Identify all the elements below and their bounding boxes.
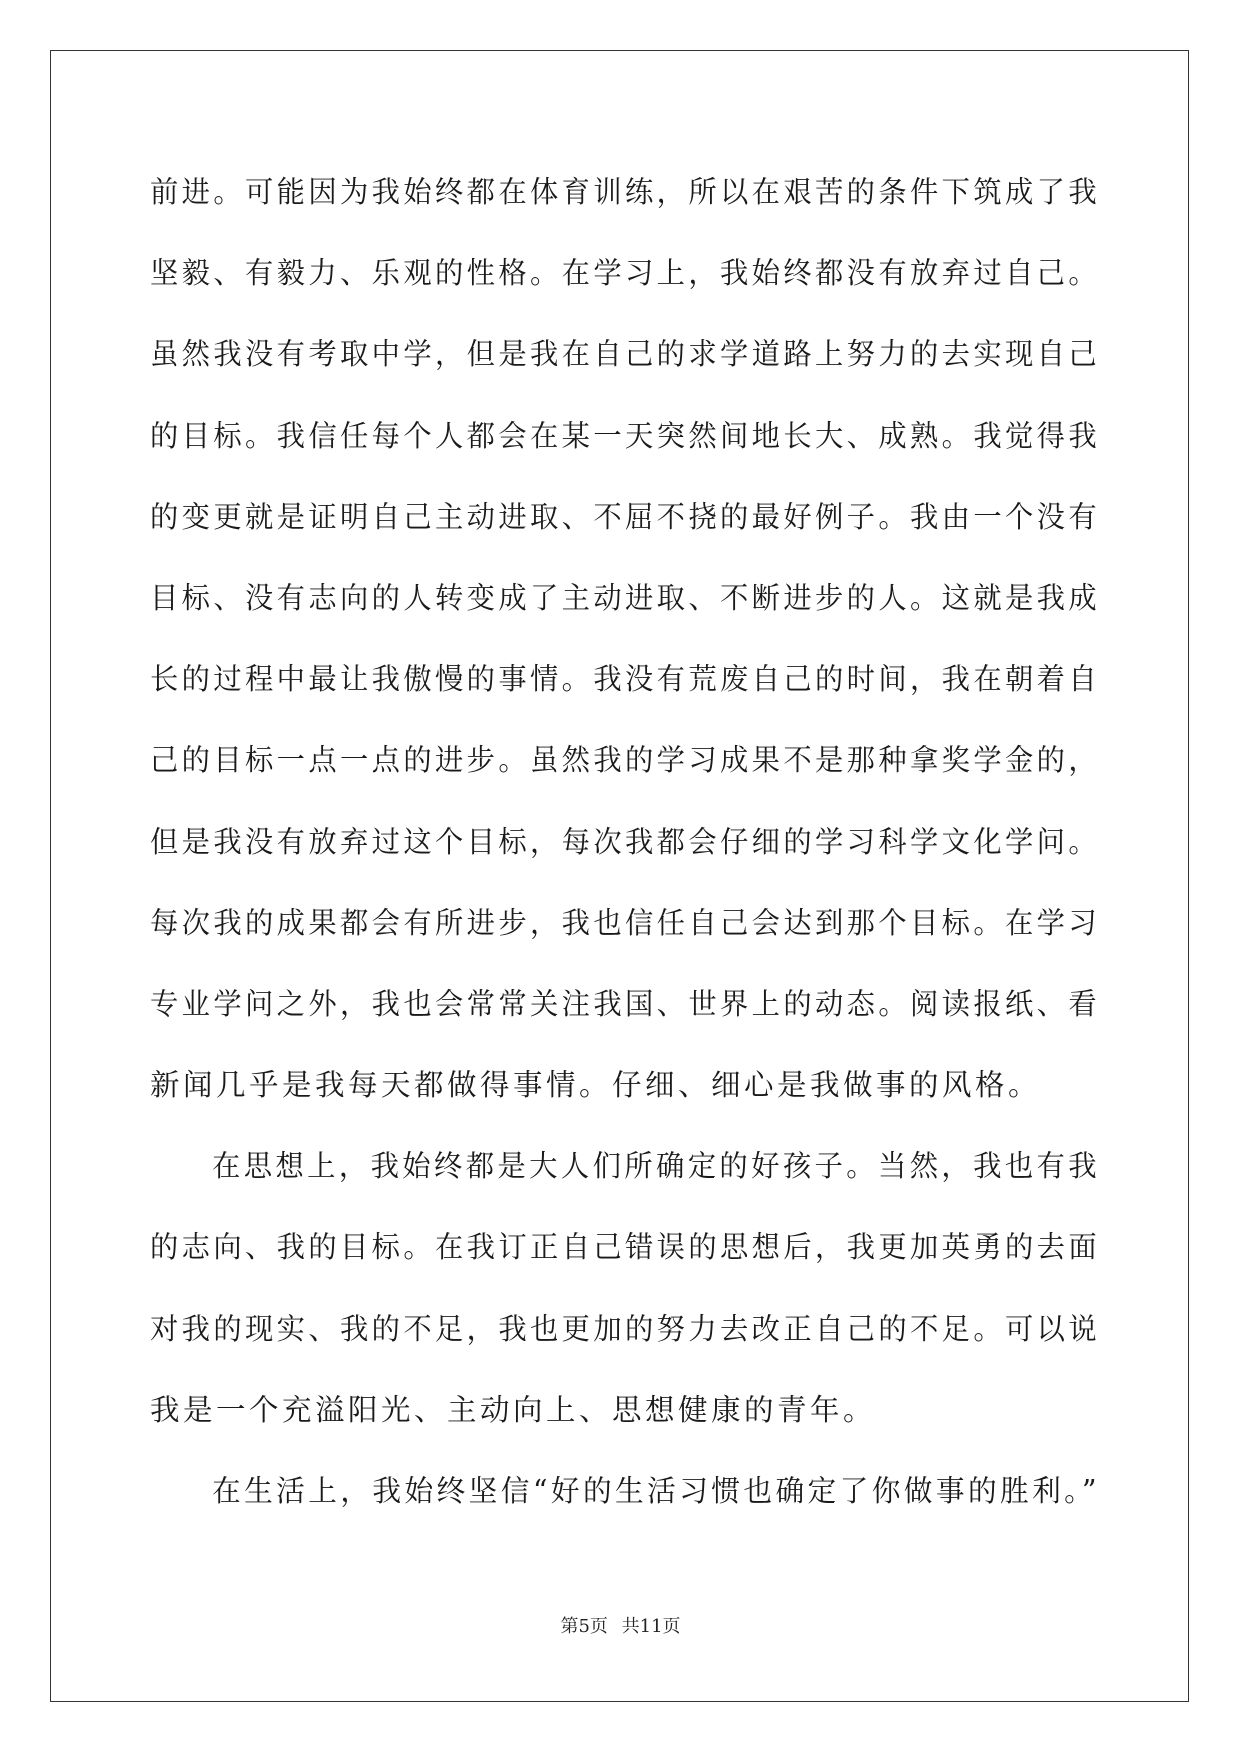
- text-line: 对我的现实、我的不足，我也更加的努力去改正自己的不足。可以说: [150, 1311, 1100, 1346]
- document-body: [150, 152, 1100, 1532]
- text-line: 前进。可能因为我始终都在体育训练，所以在艰苦的条件下筑成了我: [150, 175, 1100, 209]
- paragraph-start-line: 在生活上，我始终坚信“好的生活习惯也确定了你做事的胜利。”: [212, 1474, 1100, 1508]
- text-line: 专业学问之外，我也会常常关注我国、世界上的动态。阅读报纸、看: [150, 986, 1100, 1021]
- text-line: 己的目标一点一点的进步。虽然我的学习成果不是那种拿奖学金的，: [150, 743, 1100, 778]
- text-line: 坚毅、有毅力、乐观的性格。在学习上，我始终都没有放弃过自己。: [150, 256, 1100, 291]
- page-number: 第5页: [560, 1616, 608, 1637]
- text-line: 长的过程中最让我傲慢的事情。我没有荒废自己的时间，我在朝着自: [150, 662, 1100, 697]
- paragraph-start-line: 在思想上，我始终都是大人们所确定的好孩子。当然，我也有我: [212, 1149, 1100, 1184]
- page-footer: [0, 1615, 1241, 1639]
- text-line: 目标、没有志向的人转变成了主动进取、不断进步的人。这就是我成: [150, 580, 1100, 615]
- text-line: 的变更就是证明自己主动进取、不屈不挠的最好例子。我由一个没有: [150, 499, 1100, 534]
- text-line: 新闻几乎是我每天都做得事情。仔细、细心是我做事的风格。: [150, 1068, 1042, 1103]
- text-line: 我是一个充溢阳光、主动向上、思想健康的青年。: [150, 1392, 877, 1427]
- text-line: 每次我的成果都会有所进步，我也信任自己会达到那个目标。在学习: [150, 905, 1100, 940]
- text-line: 但是我没有放弃过这个目标，每次我都会仔细的学习科学文化学问。: [150, 824, 1100, 859]
- text-line: 的志向、我的目标。在我订正自己错误的思想后，我更加英勇的去面: [150, 1230, 1100, 1265]
- text-line: 虽然我没有考取中学，但是我在自己的求学道路上努力的去实现自己: [150, 337, 1100, 372]
- text-line: 的目标。我信任每个人都会在某一天突然间地长大、成熟。我觉得我: [150, 418, 1100, 453]
- page-total: 共11页: [621, 1616, 681, 1637]
